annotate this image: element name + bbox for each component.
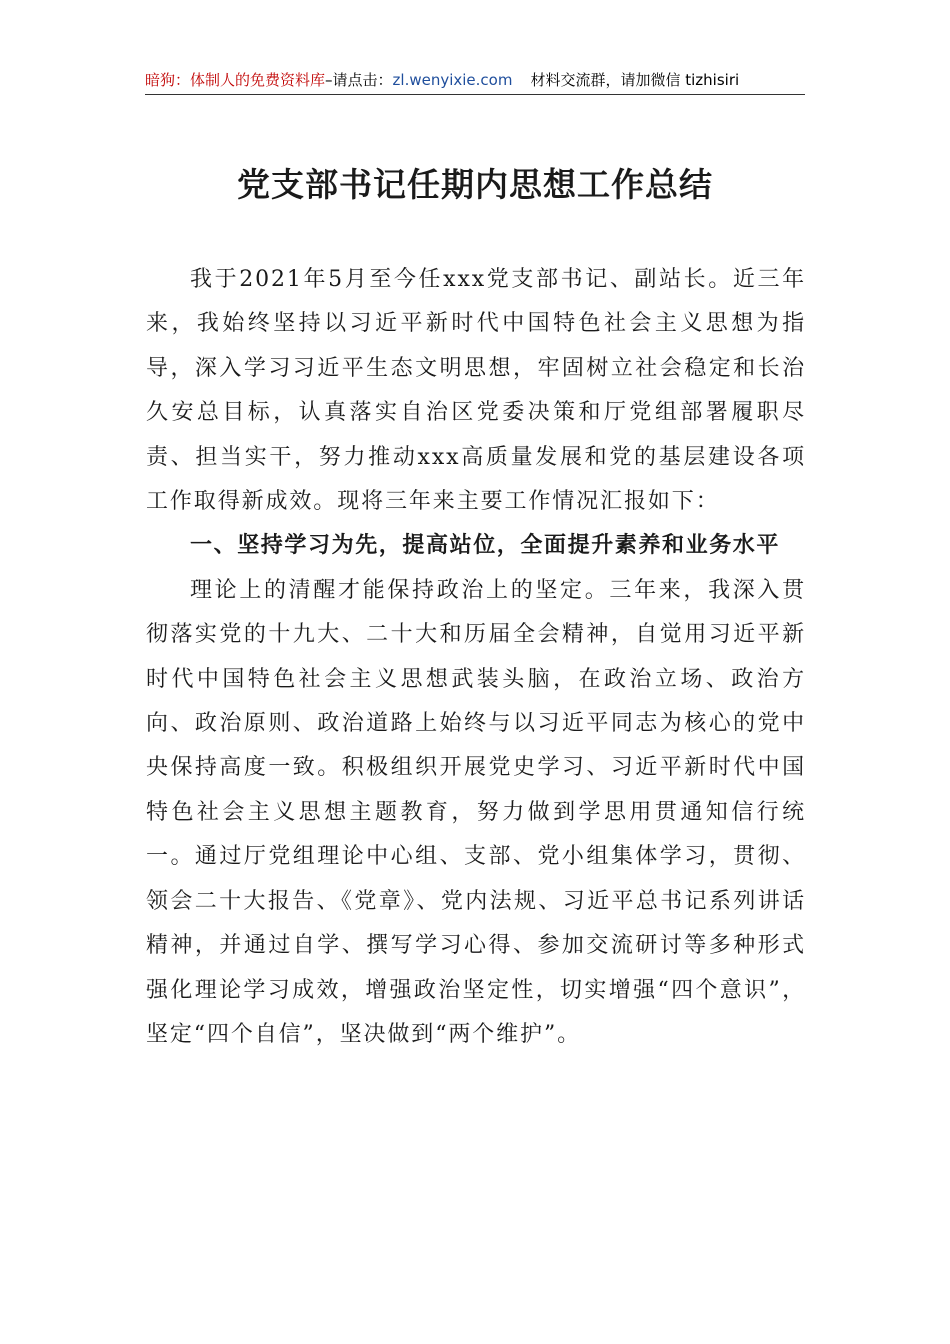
header-url-link[interactable]: zl.wenyixie.com [392, 71, 513, 89]
header-click-text: –请点击： [325, 71, 393, 89]
document-title: 党支部书记任期内思想工作总结 [237, 165, 713, 204]
section-1-paragraph: 理论上的清醒才能保持政治上的坚定。三年来，我深入贯彻落实党的十九大、二十大和历届全会精神，自觉用习近平新时代中国特色社会主义思想武装头脑，在政治立场、政治方向、政治原则、政治道路上始终与以习近平同志为核心的党中央保持高度一致。积极组织开展党史学习、习近平新时代中国特色社会主义思想主题教育，努力做到学思用贯通知信行统一。通过厅党组理论中心组、支部、党小组集体学习，贯彻、领会二十大报告、《党章》、党内法规、习近平总书记系列讲话精神，并通过自学、撰写学习心得、参加交流研讨等多种形式强化理论学习成效，增强政治坚定性，切实增强“四个意识”，坚定“四个自信”，坚决做到“两个维护”。 [146, 577, 806, 1047]
document-body [146, 258, 806, 1057]
page-header [145, 68, 805, 95]
section-1-heading: 一、坚持学习为先，提高站位，全面提升素养和业务水平 [190, 533, 781, 559]
header-brand: 暗狗：体制人的免费资料库 [145, 71, 326, 89]
header-group-text: 材料交流群，请加微信 tizhisiri [530, 71, 740, 89]
intro-paragraph: 我于2021年5月至今任xxx党支部书记、副站长。近三年来，我始终坚持以习近平新时代中国特色社会主义思想为指导，深入学习习近平生态文明思想，牢固树立社会稳定和长治久安总目标，认真落实自治区党委决策和厅党组部署履职尽责、担当实干，努力推动xxx高质量发展和党的基层建设各项工作取得新成效。现将三年来主要工作情况汇报如下： [146, 267, 806, 515]
